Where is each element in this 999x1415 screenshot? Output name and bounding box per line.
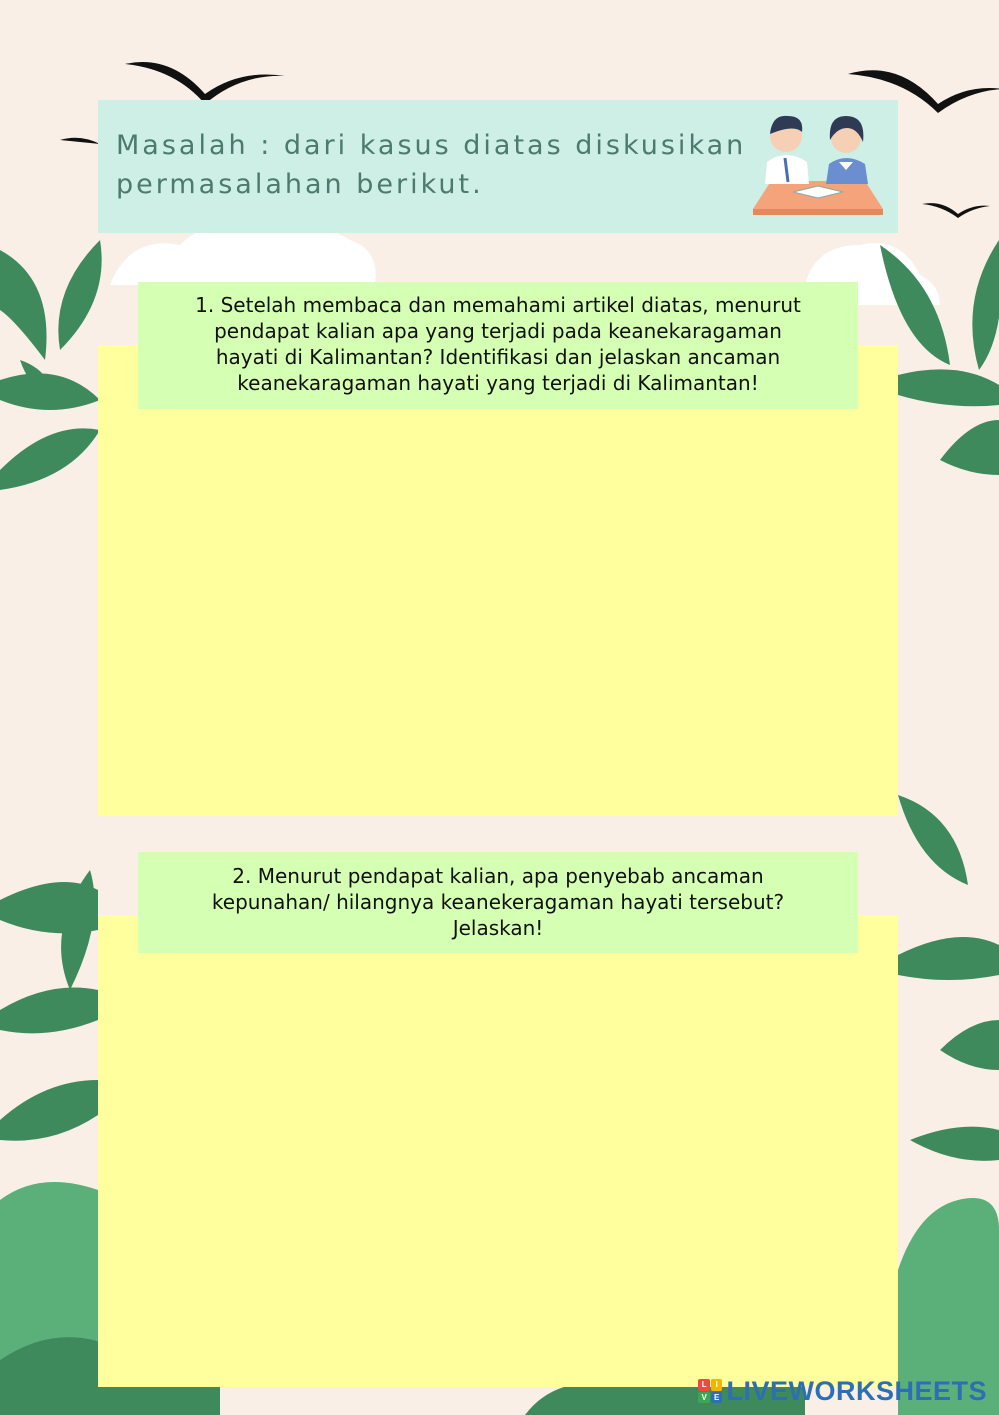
leaf-decoration-left-lower — [0, 870, 98, 1141]
logo-letter-l: L — [698, 1379, 710, 1391]
question-1-line-1: 1. Setelah membaca dan memahami artikel diatas, menurut — [195, 293, 801, 317]
leaf-decoration-right-lower — [898, 795, 999, 1161]
question-2-line-3: Jelaskan! — [452, 916, 544, 940]
question-1-line-4: keanekaragaman hayati yang terjadi di Kalimantan! — [237, 371, 759, 395]
liveworksheets-watermark — [698, 1376, 987, 1406]
students-studying-illustration — [743, 114, 888, 226]
question-1-label — [138, 282, 858, 409]
header-title: Masalah : dari kasus diatas diskusikan permasalahan berikut. — [116, 130, 747, 200]
logo-letter-i: I — [711, 1379, 723, 1391]
logo-letter-e: E — [711, 1392, 723, 1404]
liveworksheets-logo-icon — [698, 1379, 722, 1403]
header-band — [98, 100, 898, 233]
question-2-label — [138, 852, 858, 953]
question-2-line-1: 2. Menurut pendapat kalian, apa penyebab ancaman — [232, 864, 764, 888]
question-1-line-3: hayati di Kalimantan? Identifikasi dan jelaskan ancaman — [215, 345, 781, 369]
watermark-text: LIVEWORKSHEETS — [726, 1375, 987, 1406]
answer-box-1[interactable] — [98, 345, 898, 816]
question-2-line-2: kepunahan/ hilangnya keanekeragaman hayati tersebut? — [211, 890, 785, 914]
leaf-decoration-left-upper — [0, 240, 102, 490]
answer-box-2[interactable] — [98, 915, 898, 1387]
logo-letter-v: V — [698, 1392, 710, 1404]
question-1-line-2: pendapat kalian apa yang terjadi pada keanekaragaman — [214, 319, 782, 343]
